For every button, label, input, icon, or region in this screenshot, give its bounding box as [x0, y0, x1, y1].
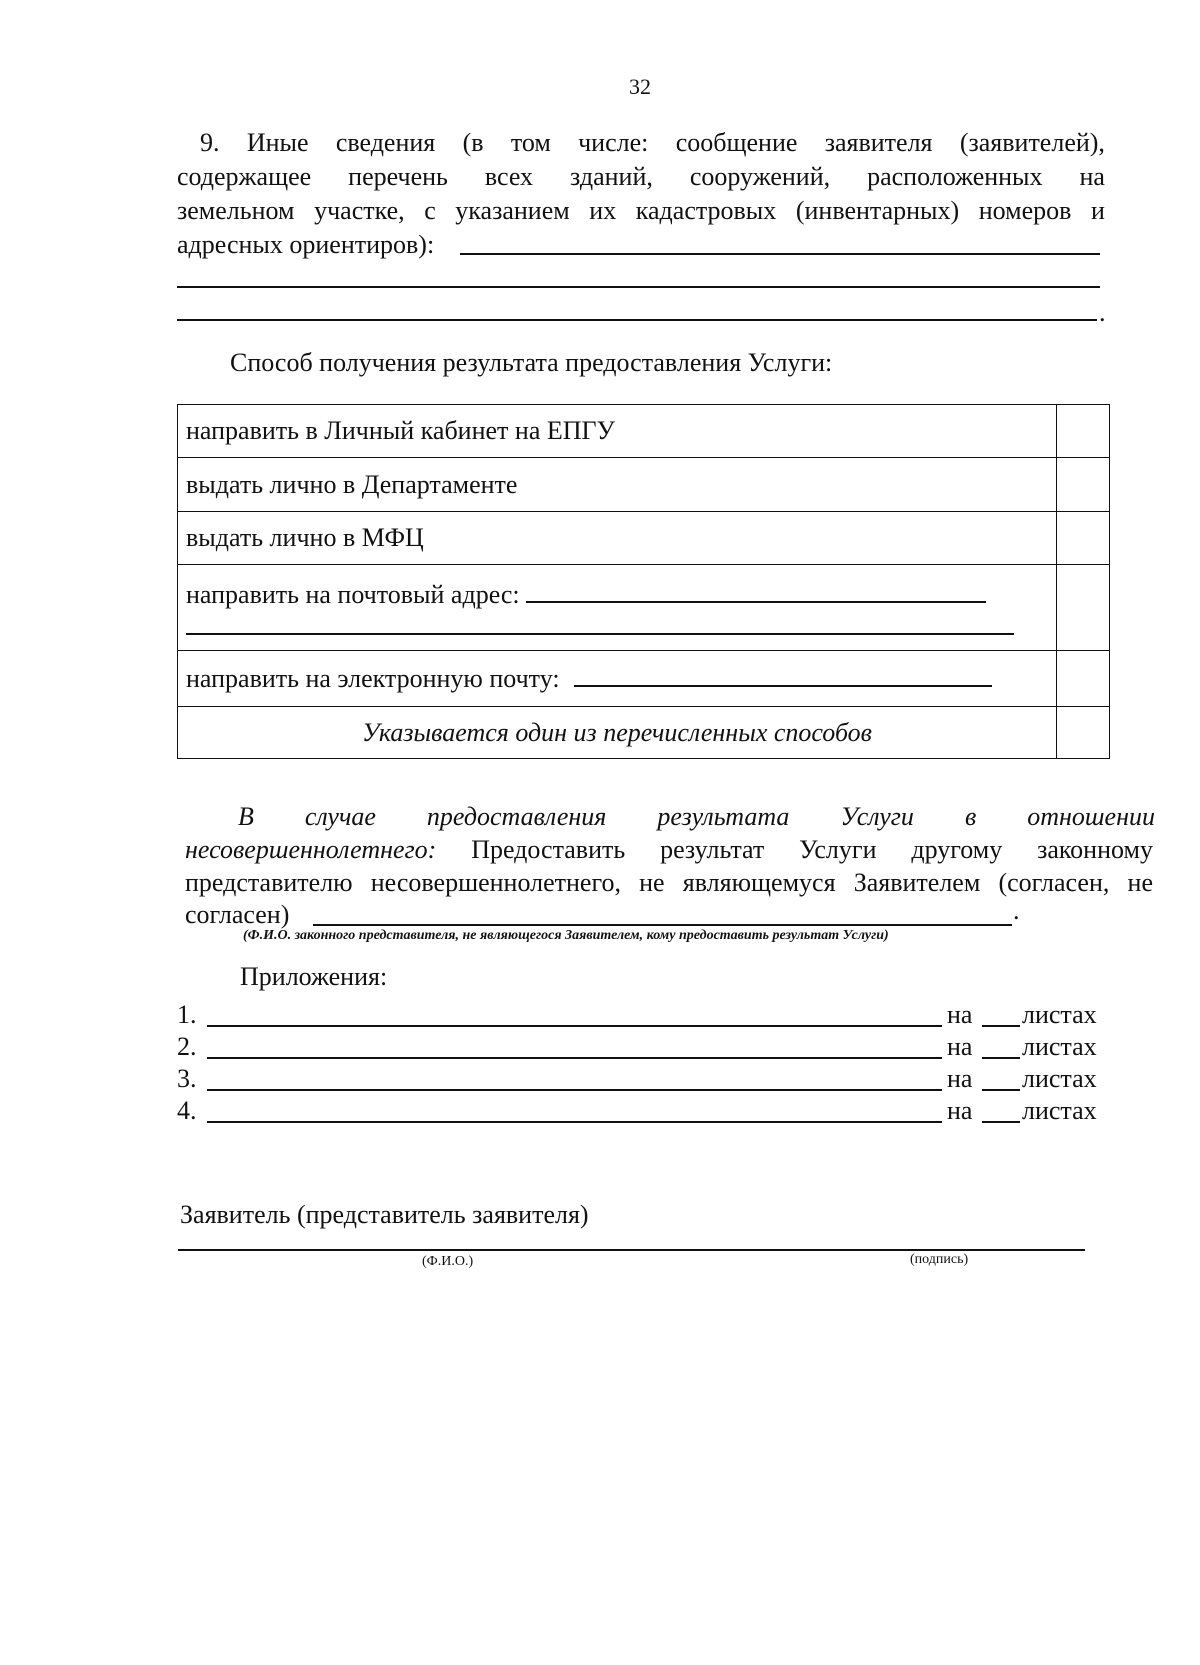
attachment-name-field[interactable]	[207, 1089, 942, 1091]
attachment-sheets-field[interactable]	[982, 1057, 1020, 1059]
attachment-number: 1.	[177, 1000, 197, 1029]
email-field[interactable]	[574, 663, 992, 687]
word: содержащее	[177, 162, 312, 191]
page-number: 32	[629, 74, 651, 99]
item9-line3	[177, 194, 1105, 228]
word: Иные	[246, 128, 309, 157]
delivery-option-label: направить в Личный кабинет на ЕПГУ	[178, 405, 1057, 458]
item9-line2	[177, 160, 1105, 194]
attachment-na: на	[947, 1096, 973, 1125]
attachment-item-1	[177, 998, 1097, 1032]
attachment-name-field[interactable]	[207, 1025, 942, 1027]
attachment-sheets: листах	[1022, 1000, 1097, 1029]
word: всех	[484, 162, 534, 191]
item9-end-dot: .	[1099, 298, 1106, 327]
signature-line[interactable]	[178, 1249, 1085, 1251]
attachment-na: на	[947, 1000, 973, 1029]
delivery-option-label: направить на почтовый адрес:	[186, 580, 520, 609]
minor-caption: (Ф.И.О. законного представителя, не являющегося Заявителем, кому предоставить результат Услуги)	[243, 928, 889, 943]
word: и	[1091, 196, 1105, 225]
fio-caption: (Ф.И.О.)	[422, 1254, 474, 1269]
word: законному	[1037, 835, 1153, 864]
word: случае	[304, 802, 376, 831]
word: том	[510, 128, 551, 157]
attachment-sheets: листах	[1022, 1064, 1097, 1093]
postal-address-field[interactable]	[526, 579, 986, 603]
delivery-row-epgu	[178, 405, 1110, 458]
word: в	[964, 802, 977, 831]
attachment-sheets-field[interactable]	[982, 1025, 1020, 1027]
word: (в	[462, 128, 484, 157]
attachment-name-field[interactable]	[207, 1057, 942, 1059]
postal-address-field-line2[interactable]	[186, 633, 1014, 635]
attachment-na: на	[947, 1032, 973, 1061]
minor-line4: согласен)	[185, 900, 290, 929]
word: Заявителем	[853, 868, 981, 897]
attachment-number: 4.	[177, 1096, 197, 1125]
applicant-label: Заявитель (представитель заявителя)	[180, 1200, 589, 1229]
delivery-row-department	[178, 458, 1110, 512]
minor-line3	[185, 866, 1153, 900]
delivery-note: Указывается один из перечисленных способов	[178, 707, 1057, 759]
attachment-item-3	[177, 1062, 1097, 1096]
delivery-row-email	[178, 651, 1110, 707]
word: числе:	[578, 128, 649, 157]
attachment-sheets: листах	[1022, 1032, 1097, 1061]
delivery-options-table	[177, 404, 1110, 759]
item9-line4: адресных ориентиров):	[177, 230, 435, 259]
word: другому	[911, 835, 1003, 864]
word: не	[639, 868, 665, 897]
attachment-sheets: листах	[1022, 1096, 1097, 1125]
word: расположенных	[867, 162, 1043, 191]
word: сообщение	[675, 128, 798, 157]
word: заявителя	[824, 128, 933, 157]
attachment-na: на	[947, 1064, 973, 1093]
minor-end-dot: .	[1013, 896, 1020, 925]
word: несовершеннолетнего,	[370, 868, 621, 897]
word: результат	[660, 835, 765, 864]
minor-line2	[185, 833, 1153, 867]
delivery-checkbox-email[interactable]	[1057, 651, 1110, 707]
item9-fill-line-2[interactable]	[177, 286, 1100, 288]
word: сведения	[335, 128, 436, 157]
delivery-option-label: выдать лично в Департаменте	[178, 458, 1057, 512]
sign-caption: (подпись)	[910, 1252, 969, 1267]
delivery-row-mfc	[178, 512, 1110, 565]
word: Услуги	[799, 835, 877, 864]
attachment-item-2	[177, 1030, 1097, 1064]
attachment-number: 3.	[177, 1064, 197, 1093]
minor-line2-italic: несовершеннолетнего:	[185, 835, 437, 864]
word: представителю	[185, 868, 353, 897]
word: сооружений,	[689, 162, 831, 191]
word: на	[1079, 162, 1105, 191]
attachment-name-field[interactable]	[207, 1121, 942, 1123]
word: указанием	[455, 196, 570, 225]
attachment-item-4	[177, 1094, 1097, 1128]
word: результата	[657, 802, 790, 831]
item9-fill-line-1[interactable]	[460, 253, 1100, 255]
delivery-option-label: выдать лично в МФЦ	[178, 512, 1057, 565]
attachment-number: 2.	[177, 1032, 197, 1061]
delivery-row-post	[178, 565, 1110, 651]
delivery-checkbox-department[interactable]	[1057, 458, 1110, 512]
delivery-option-label: направить на электронную почту:	[186, 664, 560, 693]
word: с	[424, 196, 436, 225]
word: являющемуся	[682, 868, 836, 897]
word: отношении	[1027, 802, 1155, 831]
word: (согласен,	[998, 868, 1110, 897]
minor-consent-field[interactable]	[313, 924, 1012, 926]
word: 9.	[200, 128, 220, 157]
word: (заявителей),	[959, 128, 1105, 157]
attachment-sheets-field[interactable]	[982, 1121, 1020, 1123]
word: участке,	[314, 196, 405, 225]
word: их	[589, 196, 617, 225]
minor-line1	[238, 800, 1155, 834]
attachments-heading: Приложения:	[240, 962, 388, 991]
delivery-row-note	[178, 707, 1110, 759]
word: кадастровых	[635, 196, 777, 225]
word: Предоставить	[471, 835, 626, 864]
word: Услуги	[840, 802, 914, 831]
word: не	[1127, 868, 1153, 897]
word: предоставления	[426, 802, 607, 831]
attachment-sheets-field[interactable]	[982, 1089, 1020, 1091]
delivery-note-cell	[1057, 707, 1110, 759]
word: земельном	[177, 196, 295, 225]
delivery-heading: Способ получения результата предоставления Услуги:	[230, 348, 833, 377]
delivery-checkbox-post[interactable]	[1057, 565, 1110, 651]
delivery-checkbox-epgu[interactable]	[1057, 405, 1110, 458]
word: зданий,	[570, 162, 653, 191]
delivery-checkbox-mfc[interactable]	[1057, 512, 1110, 565]
word: (инвентарных)	[795, 196, 960, 225]
word: В	[238, 802, 254, 831]
word: перечень	[348, 162, 448, 191]
word: номеров	[978, 196, 1072, 225]
item9-fill-line-3[interactable]	[177, 319, 1097, 321]
item9-line1	[200, 126, 1105, 160]
